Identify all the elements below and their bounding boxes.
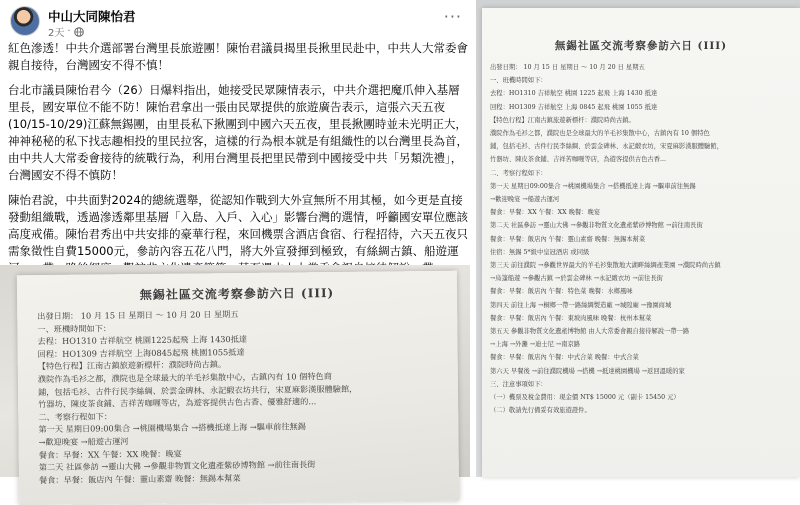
document-line: →烏篷船遊 →參觀古鎮 →於雲金碑林 →永記緞衣坊 →前往長街	[490, 275, 663, 283]
document-line: 餐食：早餐：飯店內 午餐：靈山素齋 晚餐：無錫本幫菜	[490, 235, 646, 243]
document-line: （一）機票及稅金費用：現金價 NT$ 15000 元（副卡 15450 元）	[490, 394, 680, 402]
document-line: 二、考察行程如下：	[38, 411, 113, 422]
document-line: 餐食：早餐：飯店內 午餐：靈山素齋 晚餐：無錫本幫菜	[38, 472, 241, 485]
document-line: 鋪，包括毛衫、古件行民李絲綢、於雲金碑林、永記緞衣坊共行，宋夏麻影漢服體驗館，	[37, 383, 358, 397]
document-title: 無錫社區交流考察參訪六日 (III)	[139, 285, 335, 303]
document-lines	[37, 306, 459, 487]
document-line: 濮院作為毛衫之都，濮院也是全球最大的羊毛衫集散中心，古鎮內有 10 個特色商	[37, 370, 332, 385]
document-line: 第二天 社區參訪 →靈山大佛 →參觀非物質文化遺產紫砂博物館 →前往南長街	[490, 222, 703, 230]
document-line: 餐食：早餐：飯店內 午餐：東坡肉風味 晚餐：杭州本幫菜	[490, 314, 652, 322]
document-line: 第一天 星期日09:00集合 →桃園機場集合 →搭機抵達上海 →驅車前往無錫	[490, 182, 696, 190]
post-header	[8, 4, 468, 40]
document-line: 一、班機時間如下：	[37, 322, 112, 334]
document-line: （二）敬請先行備妥有效旅遊證件。	[490, 407, 591, 415]
document-line: 去程：HO1310 吉祥航空 桃園1225起飛 上海 1430抵達	[37, 334, 248, 347]
post-paragraph-1: 紅色滲透！中共介選部署台灣里長旅遊團！陳怡君議員揭里長揪里民赴中，中共人大常委會親自接待，台灣國安不得不慎！	[8, 41, 468, 72]
document-line: 第二天 社區參訪 →靈山大佛 →參觀非物質文化遺產紫砂博物館 →前往南長街	[38, 459, 316, 473]
post-paragraph-3-text: 陳怡君說，中共面對2024的總統選舉，從認知作戰到大外宣無所不用其極，如今更是直接發動組織戰，透過滲透鄰里基層「入島、入戶、入心」影響台灣的選情，呼籲國安單位應該高度戒備。陳怡君秀出中共安排的豪華行程，來回機票含酒店食宿、行程招待，六天五夜只需象徵性自費15000元，參訪內容五花八門，將大外宣發揮到極致，有絲綢古鎮、船遊運	[8, 193, 468, 258]
document-lines	[490, 61, 800, 417]
document-line: 餐食：早餐：飯店內 午餐：中式合菜 晚餐：中式合菜	[490, 354, 639, 362]
dot-separator: ·	[67, 26, 71, 37]
document-line: 餐食：早餐：XX 午餐：XX 晚餐：晚宴	[490, 209, 601, 217]
itinerary-document-right	[482, 8, 800, 477]
post-photo-right[interactable]	[476, 0, 800, 477]
document-line: 第一天 星期日09:00集合 →桃園機場集合 →搭機抵達上海 →驅車前往無錫	[38, 421, 306, 435]
itinerary-document-left	[17, 271, 459, 505]
document-line: 鋪，包括毛衫、古件行民李絲綢、於雲金碑林、永記緞衣坊，宋夏麻影漢服體驗館，	[490, 143, 723, 151]
avatar[interactable]	[10, 6, 40, 36]
page-name[interactable]: 中山大同陳怡君	[48, 9, 136, 24]
post-body	[8, 40, 470, 302]
document-line: 【特色行程】江南古鎮旅遊新標杆：濮院時尚古鎮。	[37, 359, 227, 372]
more-options-icon[interactable]: ···	[443, 7, 462, 26]
document-line: 三、注意事項如下：	[490, 380, 547, 388]
document-line: 回程：HO1309 吉祥航空 上海0845起飛 桃園1055抵達	[37, 346, 245, 359]
document-line: 一、班機時間如下：	[490, 77, 547, 85]
document-line: 竹器坊、陳皮茶食鋪、吉祥苦咖喱等店，為遊客提供古色古香、優雅舒適的...	[38, 396, 317, 410]
document-line: 第五天 參觀非物質文化遺產博物館 由人大常委會親自接待解說一帶一路	[490, 328, 690, 336]
post-photo-left[interactable]	[0, 265, 470, 485]
document-line: →歡迎晚宴 →船遊古運河	[490, 196, 560, 204]
document-line: 第三天 前往濮院 →參觀世界最大的羊毛衫集散地大湖畔絲綢產業園 →濮院時尚古鎮	[490, 262, 721, 270]
document-title: 無錫社區交流考察參訪六日 (III)	[554, 40, 728, 52]
document-line: 餐食：早餐：XX 午餐：XX 晚餐：晚宴	[38, 448, 182, 460]
document-line: 出發日期： 10 月 15 日 星期日 ～ 10 月 20 日 星期五	[490, 64, 645, 71]
document-line: 第六天 早餐後 →前往濮院機場 →搭機 →抵達桃園機場 →返回溫暖的家	[490, 367, 685, 375]
document-line: 【特色行程】江南古鎮旅遊新標杆：濮院時尚古鎮。	[490, 116, 635, 124]
document-line: 餐食：早餐：飯店內 午餐：特色菜 晚餐：水鄉風味	[490, 288, 633, 296]
document-line: 回程：HO1309 吉祥航空 上海 0845 起飛 桃園 1055 抵達	[490, 103, 658, 111]
document-line: 住宿：無錫 5*級中皇冠酒店 或同級	[490, 248, 590, 256]
globe-icon	[74, 27, 84, 37]
post-paragraph-2: 台北市議員陳怡君今（26）日爆料指出，她接受民眾陳情表示，中共介選把魔爪伸入基層里長，國安單位不能不防！陳怡君拿出一張由民眾提供的旅遊廣告表示，這張六天五夜(10/15-10/29)江蘇無錫團，由里長私下揪團到中國六天五夜，里長揪團時並未光明正大，神神秘秘的私下找志趣相投的里民拉客，這樣的行為根本就是有組織性的以台灣里長為首，由中共人大常委會接待的統戰行為，利用台灣里長把里民帶到中國接受中共「另類洗禮」，台灣國安不得不慎防！	[8, 83, 468, 182]
post-meta	[48, 24, 84, 39]
document-line: →歡迎晚宴 →船遊古運河	[38, 436, 129, 448]
document-line: 竹器坊、陳皮茶食鋪、吉祥苦咖喱等店，為遊客提供古色古香...	[490, 156, 667, 164]
document-line: →上海 →外灘 →迪士尼 →南京路	[490, 341, 581, 349]
document-line: 二、考察行程如下：	[490, 169, 547, 177]
document-line: 出發日期： 10 月 15 日 星期日 ～ 10 月 20 日 星期五	[37, 308, 239, 322]
document-line: 去程：HO1310 吉祥航空 桃園 1225 起飛 上海 1430 抵達	[490, 90, 658, 98]
post-timestamp[interactable]: 2天	[48, 28, 65, 39]
document-line: 濮院作為毛衫之都，濮院也是全球最大的羊毛衫集散中心，古鎮內有 10 個特色	[490, 130, 710, 138]
document-line: 第四天 前往上海 →桐鄉一帶一路絲綢製造廠 →城隍廟 →豫園商城	[490, 301, 672, 309]
